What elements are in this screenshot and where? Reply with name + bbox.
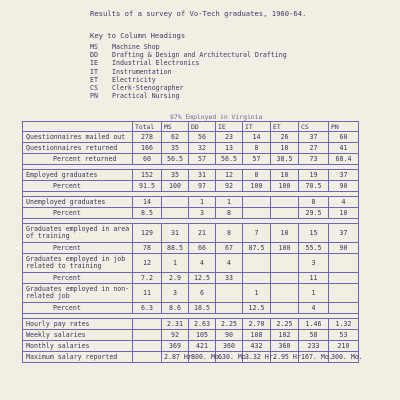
- row-label: Employed graduates: [23, 170, 133, 181]
- table-cell: 8.6: [162, 303, 189, 314]
- table-cell: 2.25: [271, 319, 299, 330]
- table-cell: 800. Mo.: [189, 352, 216, 363]
- table-cell: 10: [271, 143, 299, 154]
- table-cell: [243, 197, 271, 208]
- table-cell: 56.5: [216, 154, 243, 165]
- key-label: Clerk-Stenographer: [112, 83, 184, 92]
- table-cell: 38.5: [271, 154, 299, 165]
- table-cell: 32: [189, 143, 216, 154]
- table-subtitle: 87% Employed in Virginia: [170, 113, 263, 121]
- row-label: Percent: [23, 273, 133, 284]
- table-row: [23, 181, 359, 192]
- table-cell: 129: [133, 224, 162, 243]
- table-cell: 18.5: [189, 303, 216, 314]
- table-cell: [271, 208, 299, 219]
- table-cell: 37: [299, 132, 329, 143]
- key-title: Key to Column Headings: [90, 31, 186, 40]
- table-cell: [133, 352, 162, 363]
- table-cell: 360: [216, 341, 243, 352]
- table-cell: [216, 303, 243, 314]
- table-cell: 4: [216, 254, 243, 273]
- table-row: [23, 208, 359, 219]
- table-cell: [243, 208, 271, 219]
- table-cell: 12: [133, 254, 162, 273]
- key-code: ET: [90, 75, 98, 84]
- table-cell: 630. Mo.: [216, 352, 243, 363]
- table-cell: 92: [216, 181, 243, 192]
- header-cell: PN: [329, 122, 359, 132]
- table-cell: 7.2: [133, 273, 162, 284]
- table-cell: 7: [243, 224, 271, 243]
- table-cell: 37: [329, 170, 359, 181]
- table-cell: 100: [271, 243, 299, 254]
- row-label: Monthly salaries: [23, 341, 133, 352]
- table-cell: 6.3: [133, 303, 162, 314]
- table-cell: 14: [133, 197, 162, 208]
- table-cell: 55.5: [299, 243, 329, 254]
- table-cell: 90: [329, 243, 359, 254]
- table-cell: 66: [189, 243, 216, 254]
- row-label: Graduates employed in area of training: [23, 224, 133, 243]
- table-cell: 37: [329, 224, 359, 243]
- key-entry: [90, 84, 287, 92]
- table-cell: 360: [271, 341, 299, 352]
- header-cell: [23, 122, 133, 132]
- table-cell: 12.5: [243, 303, 271, 314]
- table-cell: [271, 197, 299, 208]
- table-cell: [133, 341, 162, 352]
- table-row: [23, 154, 359, 165]
- table-cell: 105: [189, 330, 216, 341]
- table-cell: 14: [243, 132, 271, 143]
- key-code: CS: [90, 83, 98, 92]
- table-cell: 58: [299, 330, 329, 341]
- table-cell: 8: [216, 208, 243, 219]
- table-cell: 56.5: [162, 154, 189, 165]
- row-label: Percent: [23, 181, 133, 192]
- table-cell: [162, 208, 189, 219]
- table-cell: 35: [162, 143, 189, 154]
- header-cell: Total: [133, 122, 162, 132]
- table-cell: 3: [299, 254, 329, 273]
- table-cell: 100: [243, 181, 271, 192]
- row-label: Graduates employed in non-related job: [23, 284, 133, 303]
- row-label: Percent: [23, 208, 133, 219]
- key-label: Practical Nursing: [112, 92, 180, 101]
- table-cell: [329, 273, 359, 284]
- table-cell: 2.87 Hr.: [162, 352, 189, 363]
- key-code: IT: [90, 67, 98, 76]
- table-cell: [243, 273, 271, 284]
- table-cell: 97: [189, 181, 216, 192]
- header-cell: MS: [162, 122, 189, 132]
- table-cell: 13: [216, 143, 243, 154]
- header-cell: CS: [299, 122, 329, 132]
- table-cell: [216, 284, 243, 303]
- table-cell: 2.25: [216, 319, 243, 330]
- table-cell: 8: [299, 197, 329, 208]
- table-cell: 1: [189, 197, 216, 208]
- table-cell: 78: [133, 243, 162, 254]
- table-cell: 31: [162, 224, 189, 243]
- row-label: Weekly salaries: [23, 330, 133, 341]
- table-cell: 10: [271, 224, 299, 243]
- key-code: DD: [90, 51, 98, 60]
- table-cell: 23: [216, 132, 243, 143]
- header-cell: DD: [189, 122, 216, 132]
- table-row: [23, 170, 359, 181]
- table-cell: [243, 254, 271, 273]
- table-row: [23, 273, 359, 284]
- table-cell: 421: [189, 341, 216, 352]
- key-entry: [90, 92, 287, 100]
- table-cell: 70.5: [299, 181, 329, 192]
- key-code: MS: [90, 43, 98, 51]
- key-entry: [90, 51, 287, 59]
- table-cell: [133, 319, 162, 330]
- table-cell: 90: [216, 330, 243, 341]
- key-entry: [90, 59, 287, 67]
- table-row: [23, 341, 359, 352]
- table-cell: 90: [329, 181, 359, 192]
- table-cell: [162, 197, 189, 208]
- table-cell: [329, 284, 359, 303]
- table-cell: 1: [243, 284, 271, 303]
- table-cell: 68.4: [329, 154, 359, 165]
- table-cell: 56: [189, 132, 216, 143]
- table-cell: 167. Mo.: [299, 352, 329, 363]
- row-label: Hourly pay rates: [23, 319, 133, 330]
- header-cell: IE: [216, 122, 243, 132]
- row-label: Percent: [23, 303, 133, 314]
- table-cell: 11: [299, 273, 329, 284]
- table-cell: 3: [189, 208, 216, 219]
- key-label: Industrial Electronics: [112, 59, 200, 68]
- table-cell: 31: [189, 170, 216, 181]
- table-cell: 91.5: [133, 181, 162, 192]
- table-row: [23, 330, 359, 341]
- table-cell: 57: [189, 154, 216, 165]
- row-label: Questionnaires mailed out: [23, 132, 133, 143]
- table-row: [23, 243, 359, 254]
- table-row: [23, 197, 359, 208]
- table-cell: 41: [329, 143, 359, 154]
- table-cell: [329, 254, 359, 273]
- table-cell: 100: [271, 181, 299, 192]
- table-cell: 4: [189, 254, 216, 273]
- table-cell: 8.5: [133, 208, 162, 219]
- table-cell: 73: [299, 154, 329, 165]
- table-cell: 87.5: [243, 243, 271, 254]
- table-cell: 1.32: [329, 319, 359, 330]
- table-cell: 1: [299, 284, 329, 303]
- table-cell: 152: [133, 170, 162, 181]
- key-label: Drafting & Design and Architectural Drafting: [112, 51, 287, 60]
- header-cell: ET: [271, 122, 299, 132]
- survey-table: [22, 121, 363, 363]
- column-key: [90, 43, 287, 100]
- table-cell: 4: [299, 303, 329, 314]
- key-entry: [90, 43, 287, 51]
- table-cell: 108: [243, 330, 271, 341]
- row-label: Graduates employed in job related to training: [23, 254, 133, 273]
- table-cell: 278: [133, 132, 162, 143]
- table-row: [23, 303, 359, 314]
- table-cell: 67: [216, 243, 243, 254]
- table-cell: 57: [243, 154, 271, 165]
- table-cell: 29.5: [299, 208, 329, 219]
- table-cell: 12: [216, 170, 243, 181]
- table-row: [23, 284, 359, 303]
- key-label: Instrumentation: [112, 67, 172, 76]
- table-cell: 369: [162, 341, 189, 352]
- table-cell: [271, 303, 299, 314]
- table-cell: 2.95 Hr.: [271, 352, 299, 363]
- table-cell: 2.9: [162, 273, 189, 284]
- table-cell: 10: [271, 170, 299, 181]
- table-cell: 53: [329, 330, 359, 341]
- table-cell: [271, 284, 299, 303]
- header-cell: IT: [243, 122, 271, 132]
- table-cell: 1.46: [299, 319, 329, 330]
- table-cell: 2.31: [162, 319, 189, 330]
- table-cell: 60: [329, 132, 359, 143]
- table-cell: 210: [329, 341, 359, 352]
- row-label: Maximum salary reported: [23, 352, 133, 363]
- table-cell: 92: [162, 330, 189, 341]
- table-row: [23, 352, 359, 363]
- table-cell: 432: [243, 341, 271, 352]
- table-cell: 10: [329, 208, 359, 219]
- key-entry: [90, 76, 287, 84]
- table-cell: 1: [162, 254, 189, 273]
- document-title: Results of a survey of Vo-Tech graduates, 1960-64.: [90, 9, 307, 18]
- table-cell: 166: [133, 143, 162, 154]
- table-cell: 8: [243, 143, 271, 154]
- table-cell: 2.63: [189, 319, 216, 330]
- table-cell: [271, 273, 299, 284]
- table-row: [23, 224, 359, 243]
- table-cell: 60: [133, 154, 162, 165]
- table-cell: 11: [133, 284, 162, 303]
- table-cell: 19: [299, 170, 329, 181]
- table-cell: 3: [162, 284, 189, 303]
- table-row: [23, 132, 359, 143]
- table-row: [23, 143, 359, 154]
- row-label: Percent returned: [23, 154, 133, 165]
- table-cell: 26: [271, 132, 299, 143]
- key-label: Machine Shop: [112, 43, 160, 51]
- table-cell: 300. Mo.: [329, 352, 359, 363]
- table-cell: 8: [243, 170, 271, 181]
- table-cell: 15: [299, 224, 329, 243]
- table-cell: 102: [271, 330, 299, 341]
- key-label: Electricity: [112, 75, 156, 84]
- table-cell: 2.70: [243, 319, 271, 330]
- table-cell: 233: [299, 341, 329, 352]
- table-cell: 12.5: [189, 273, 216, 284]
- table-cell: 35: [162, 170, 189, 181]
- table-cell: [133, 330, 162, 341]
- row-label: Questionnaires returned: [23, 143, 133, 154]
- table-cell: 3.32 Hr.: [243, 352, 271, 363]
- table-cell: 6: [189, 284, 216, 303]
- table-cell: [329, 303, 359, 314]
- table-row: [23, 254, 359, 273]
- table-cell: 62: [162, 132, 189, 143]
- key-entry: [90, 68, 287, 76]
- table-cell: 4: [329, 197, 359, 208]
- row-label: Percent: [23, 243, 133, 254]
- key-code: PN: [90, 92, 98, 101]
- table-cell: 21: [189, 224, 216, 243]
- key-code: IE: [90, 59, 98, 68]
- row-label: Unemployed graduates: [23, 197, 133, 208]
- table-cell: 8: [216, 224, 243, 243]
- table-cell: 100: [162, 181, 189, 192]
- table-cell: 88.5: [162, 243, 189, 254]
- table-cell: 33: [216, 273, 243, 284]
- table-cell: 1: [216, 197, 243, 208]
- table-header-row: [23, 122, 359, 132]
- table-cell: 27: [299, 143, 329, 154]
- table-row: [23, 319, 359, 330]
- table-cell: [271, 254, 299, 273]
